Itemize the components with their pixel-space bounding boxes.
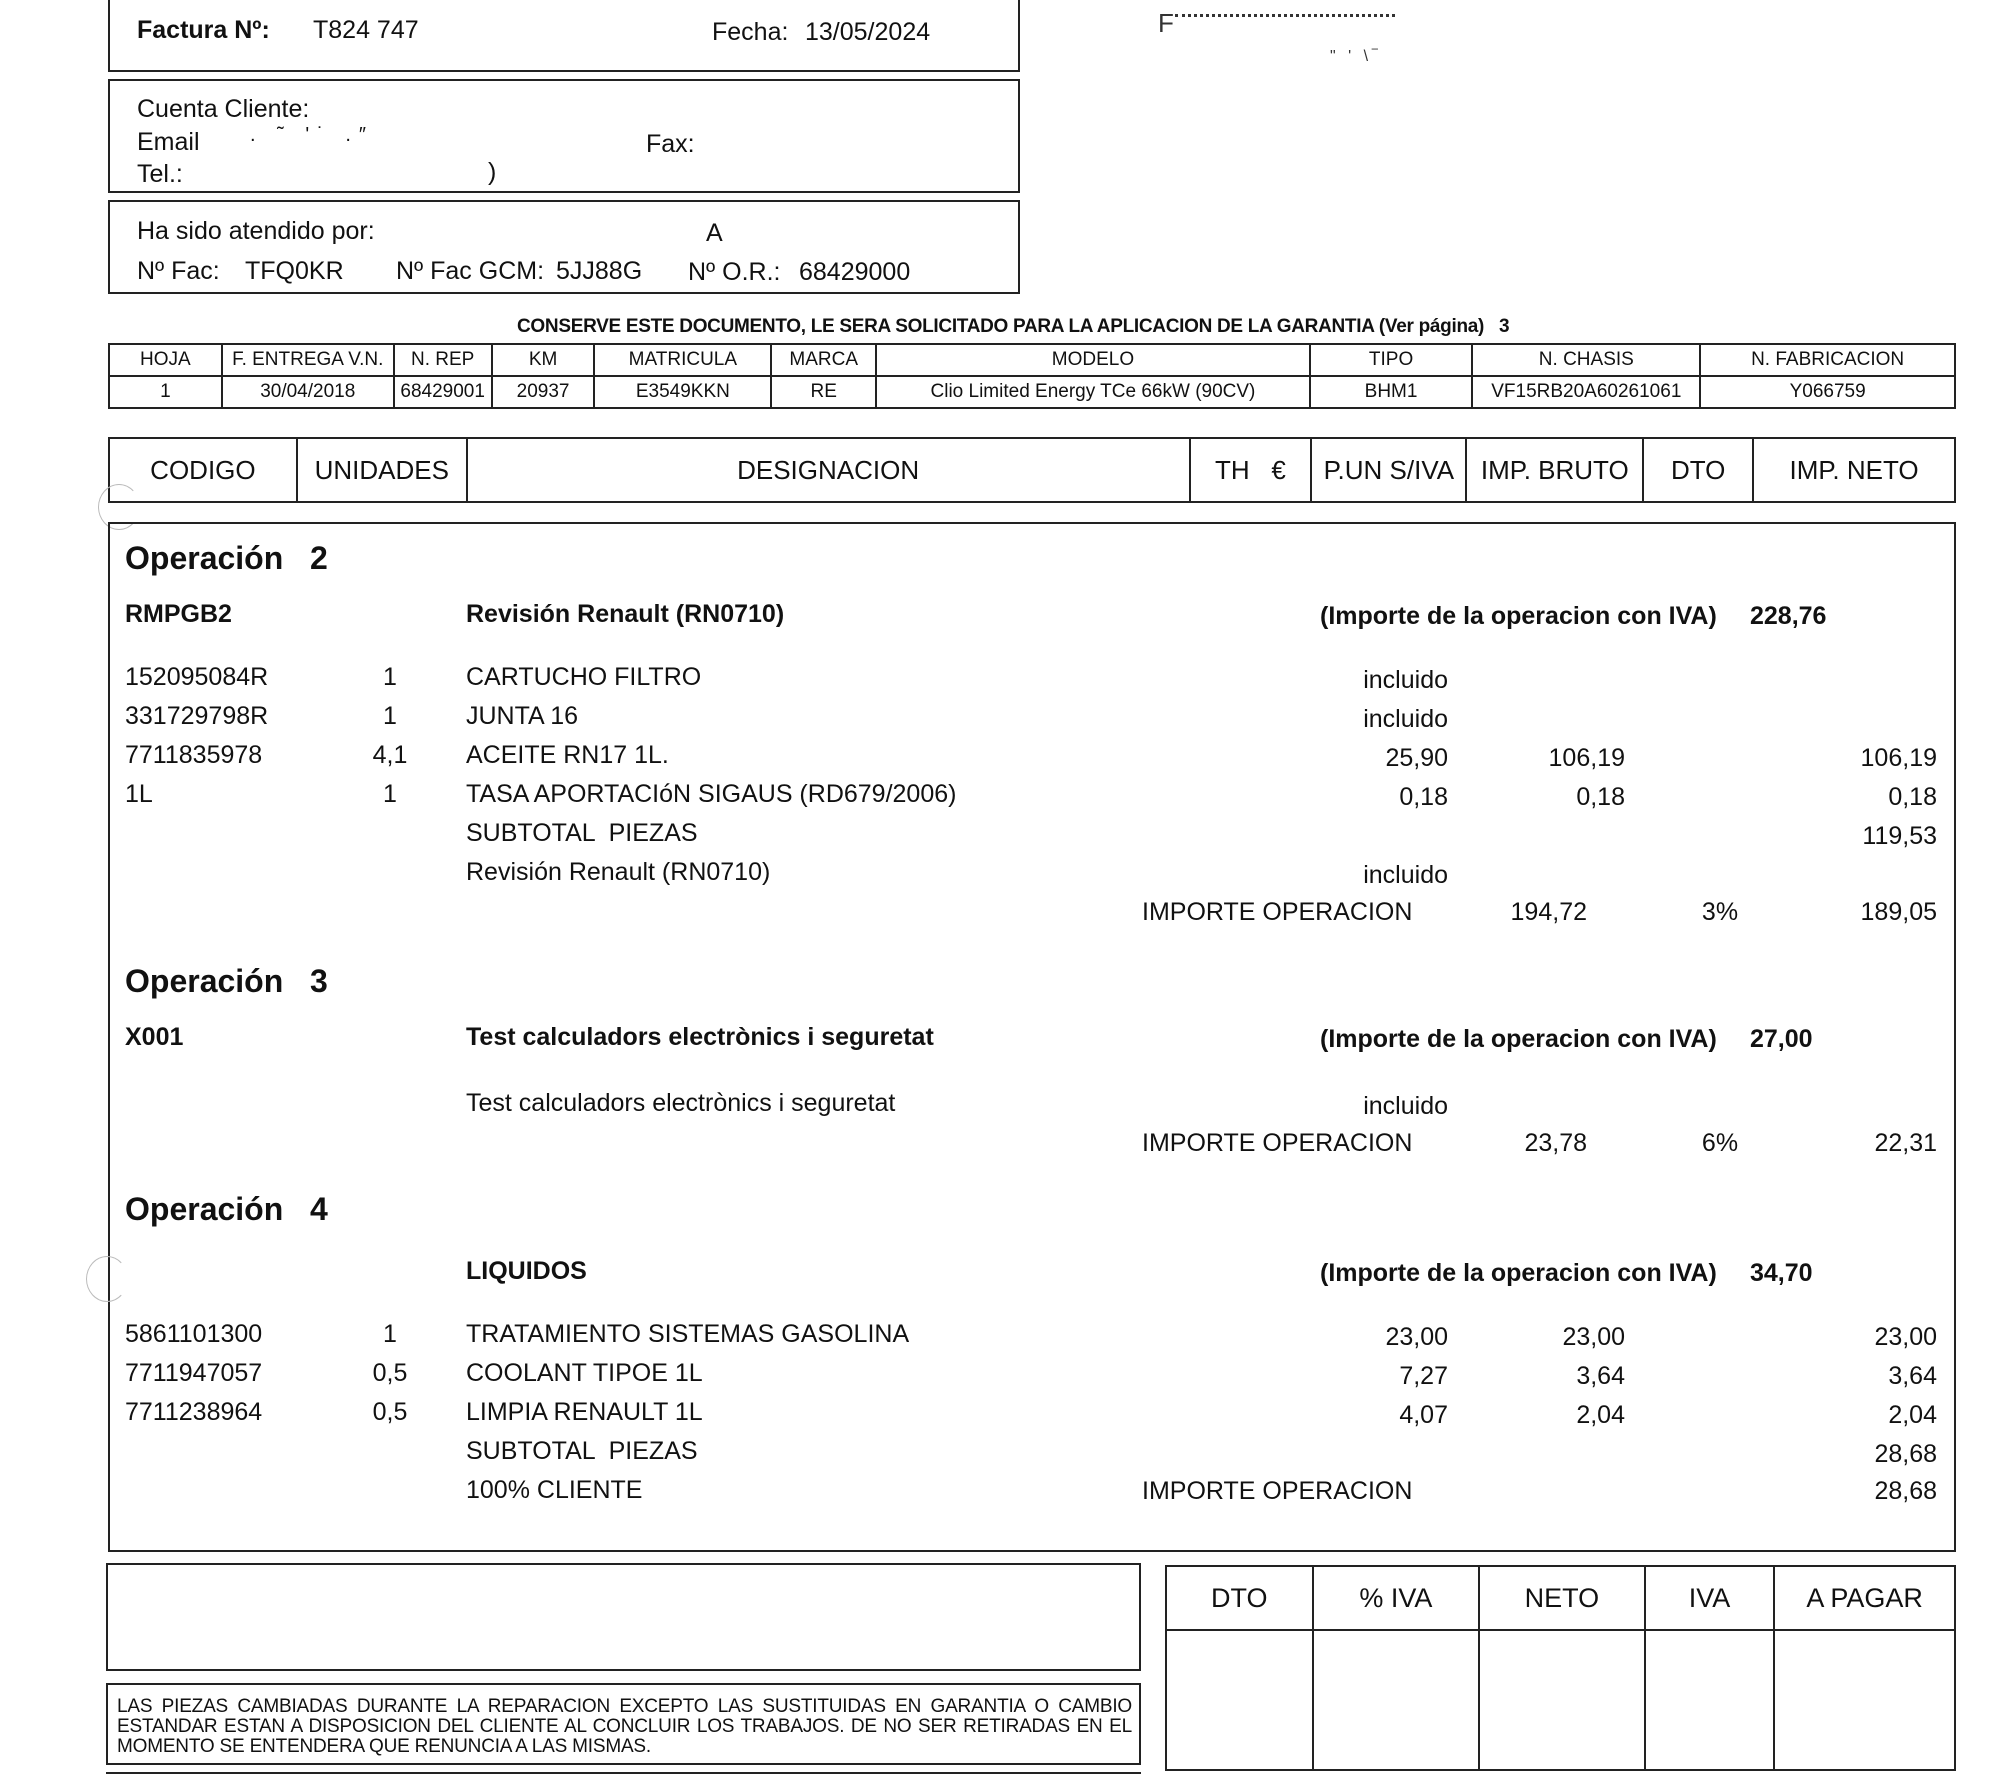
column-dto: DTO bbox=[1643, 438, 1753, 502]
vehicle-header-cell: N. CHASIS bbox=[1472, 344, 1700, 376]
line-net-amount: 3,64 bbox=[1888, 1362, 1937, 1390]
operation-title: Operación 3 bbox=[125, 963, 328, 999]
parts-notice: LAS PIEZAS CAMBIADAS DURANTE LA REPARACION EXCEPTO LAS SUSTITUIDAS EN GARANTIA O CAMBIO ESTANDAR ESTAN A DISPOSICION DEL CLIENTE AL CONCLUIR LOS TRABAJOS. DE NO SER RETIRADAS EN EL MOMENTO SE ENTENDERA QUE RENUNCIA A LAS MISMAS. bbox=[117, 1696, 1132, 1757]
line-unit-price: 4,07 bbox=[1399, 1401, 1448, 1429]
operation-name: Revisión Renault (RN0710) bbox=[466, 600, 785, 628]
vehicle-value-cell: 30/04/2018 bbox=[222, 376, 394, 408]
line-gross-amount: 23,00 bbox=[1562, 1323, 1625, 1351]
operation-code: X001 bbox=[125, 1023, 184, 1051]
operation-iva-label: (Importe de la operacion con IVA) bbox=[1320, 1025, 1717, 1053]
line-code: 5861101300 bbox=[125, 1320, 263, 1348]
totals-header-neto: NETO bbox=[1479, 1566, 1645, 1630]
line-code: 7711238964 bbox=[125, 1398, 263, 1426]
line-code: 7711947057 bbox=[125, 1359, 263, 1387]
column-unidades: UNIDADES bbox=[297, 438, 467, 502]
line-net-amount: 0,18 bbox=[1888, 783, 1937, 811]
operation-importe-bruto: 194,72 bbox=[1510, 898, 1587, 926]
line-units: 0,5 bbox=[372, 1359, 408, 1387]
redacted-company-name: F bbox=[1158, 8, 1178, 38]
line-gross-amount: 2,04 bbox=[1576, 1401, 1625, 1429]
totals-value-dto bbox=[1166, 1630, 1313, 1770]
line-unit-price: 23,00 bbox=[1385, 1323, 1448, 1351]
line-units: 1 bbox=[383, 702, 397, 730]
vehicle-value-row bbox=[109, 376, 1955, 408]
operation-iva-total: 27,00 bbox=[1750, 1025, 1813, 1053]
operation-importe-label: IMPORTE OPERACION bbox=[1142, 898, 1413, 926]
hole-punch-mark bbox=[86, 1256, 128, 1302]
totals-header-iva-pct: % IVA bbox=[1313, 1566, 1480, 1630]
operation-name: LIQUIDOS bbox=[466, 1257, 587, 1285]
column-designacion: DESIGNACION bbox=[467, 438, 1190, 502]
line-gross-amount: 3,64 bbox=[1576, 1362, 1625, 1390]
line-description: COOLANT TIPOE 1L bbox=[466, 1359, 703, 1387]
operation-importe-neto: 22,31 bbox=[1874, 1129, 1937, 1157]
observations-box bbox=[106, 1563, 1141, 1671]
client-email-label: Email bbox=[137, 128, 200, 156]
operation-iva-label: (Importe de la operacion con IVA) bbox=[1320, 602, 1717, 630]
vehicle-info-table bbox=[108, 343, 1956, 409]
column-th-euro bbox=[1190, 438, 1312, 502]
line-description: SUBTOTAL PIEZAS bbox=[466, 819, 698, 847]
totals-header-a-pagar: A PAGAR bbox=[1774, 1566, 1955, 1630]
vehicle-header-cell: MARCA bbox=[771, 344, 876, 376]
line-description: ACEITE RN17 1L. bbox=[466, 741, 669, 769]
vehicle-header-cell: F. ENTREGA V.N. bbox=[222, 344, 394, 376]
totals-header-iva: IVA bbox=[1645, 1566, 1775, 1630]
client-account-label: Cuenta Cliente: bbox=[137, 95, 310, 123]
vehicle-header-cell: N. REP bbox=[394, 344, 492, 376]
line-description: TRATAMIENTO SISTEMAS GASOLINA bbox=[466, 1320, 910, 1348]
client-tel-label: Tel.: bbox=[137, 160, 183, 188]
line-net-amount: 2,04 bbox=[1888, 1401, 1937, 1429]
line-net-amount: 119,53 bbox=[1862, 822, 1937, 850]
invoice-number-label: Factura Nº: bbox=[137, 16, 270, 44]
line-units: 1 bbox=[383, 663, 397, 691]
fac-label: Nº Fac: bbox=[137, 257, 220, 285]
line-code: 331729798R bbox=[125, 702, 269, 730]
operation-code: RMPGB2 bbox=[125, 600, 232, 628]
operation-iva-total: 228,76 bbox=[1750, 602, 1827, 630]
vehicle-header-cell: TIPO bbox=[1310, 344, 1473, 376]
operation-importe-neto: 189,05 bbox=[1860, 898, 1937, 926]
column-codigo: CODIGO bbox=[109, 438, 297, 502]
vehicle-header-cell: N. FABRICACION bbox=[1700, 344, 1955, 376]
line-description: TASA APORTACIóN SIGAUS (RD679/2006) bbox=[466, 780, 957, 808]
vehicle-value-cell: VF15RB20A60261061 bbox=[1472, 376, 1700, 408]
column-pun-siva: P.UN S/IVA bbox=[1311, 438, 1466, 502]
client-tel-value: ) bbox=[488, 158, 497, 186]
column-imp-neto: IMP. NETO bbox=[1753, 438, 1955, 502]
line-description: SUBTOTAL PIEZAS bbox=[466, 1437, 698, 1465]
fac-value: TFQ0KR bbox=[245, 257, 344, 285]
operation-title: Operación 4 bbox=[125, 1191, 328, 1227]
operation-importe-label: IMPORTE OPERACION bbox=[1142, 1477, 1413, 1505]
line-units: 4,1 bbox=[372, 741, 408, 769]
line-unit-price: incluido bbox=[1363, 1092, 1448, 1120]
or-value: 68429000 bbox=[799, 258, 911, 286]
totals-value-iva bbox=[1645, 1630, 1775, 1770]
line-description: Test calculadors electrònics i seguretat bbox=[466, 1089, 896, 1117]
euro-icon: € bbox=[1271, 454, 1286, 485]
fac-gcm-label: Nº Fac GCM: bbox=[396, 257, 545, 285]
vehicle-value-cell: 20937 bbox=[492, 376, 595, 408]
vehicle-value-cell: Y066759 bbox=[1700, 376, 1955, 408]
totals-header-dto: DTO bbox=[1166, 1566, 1313, 1630]
column-imp-bruto: IMP. BRUTO bbox=[1466, 438, 1643, 502]
attended-by-label: Ha sido atendido por: bbox=[137, 217, 375, 245]
operation-importe-label: IMPORTE OPERACION bbox=[1142, 1129, 1413, 1157]
line-code: 7711835978 bbox=[125, 741, 263, 769]
vehicle-header-cell: MATRICULA bbox=[594, 344, 771, 376]
attended-by-value: A bbox=[706, 219, 723, 247]
or-label: Nº O.R.: bbox=[688, 258, 781, 286]
line-net-amount: 23,00 bbox=[1874, 1323, 1937, 1351]
line-units: 1 bbox=[383, 780, 397, 808]
line-code: 152095084R bbox=[125, 663, 269, 691]
column-th: TH bbox=[1215, 454, 1250, 485]
line-unit-price: incluido bbox=[1363, 861, 1448, 889]
line-description: JUNTA 16 bbox=[466, 702, 579, 730]
vehicle-value-cell: E3549KKN bbox=[594, 376, 771, 408]
line-description: CARTUCHO FILTRO bbox=[466, 663, 702, 691]
items-column-header bbox=[108, 437, 1956, 503]
line-unit-price: incluido bbox=[1363, 705, 1448, 733]
invoice-date: 13/05/2024 bbox=[805, 18, 931, 46]
line-gross-amount: 0,18 bbox=[1576, 783, 1625, 811]
operation-importe-desc: 100% CLIENTE bbox=[466, 1476, 643, 1504]
totals-value-neto bbox=[1479, 1630, 1645, 1770]
operation-importe-dto: 6% bbox=[1701, 1129, 1739, 1157]
line-description: LIMPIA RENAULT 1L bbox=[466, 1398, 703, 1426]
warranty-notice: CONSERVE ESTE DOCUMENTO, LE SERA SOLICITADO PARA LA APLICACION DE LA GARANTIA (Ver página) 3 bbox=[517, 316, 1510, 337]
line-code: 1L bbox=[125, 780, 153, 808]
line-units: 0,5 bbox=[372, 1398, 408, 1426]
line-net-amount: 106,19 bbox=[1860, 744, 1937, 772]
line-unit-price: 0,18 bbox=[1399, 783, 1448, 811]
totals-table bbox=[1165, 1565, 1956, 1771]
operation-importe-neto: 28,68 bbox=[1874, 1477, 1937, 1505]
vehicle-value-cell: RE bbox=[771, 376, 876, 408]
vehicle-header-row bbox=[109, 344, 1955, 376]
line-net-amount: 28,68 bbox=[1874, 1440, 1937, 1468]
line-unit-price: 25,90 bbox=[1385, 744, 1448, 772]
line-gross-amount: 106,19 bbox=[1548, 744, 1625, 772]
client-email-value: . ˜ '˙ .″ bbox=[250, 124, 375, 146]
date-label: Fecha: bbox=[712, 18, 789, 46]
operation-importe-dto: 3% bbox=[1701, 898, 1739, 926]
vehicle-value-cell: 68429001 bbox=[394, 376, 492, 408]
vehicle-header-cell: HOJA bbox=[109, 344, 222, 376]
redacted-company-address: " ' \‾ bbox=[1330, 48, 1382, 65]
operation-name: Test calculadors electrònics i seguretat bbox=[466, 1023, 934, 1051]
operation-iva-label: (Importe de la operacion con IVA) bbox=[1320, 1259, 1717, 1287]
line-description: Revisión Renault (RN0710) bbox=[466, 858, 771, 886]
operation-title: Operación 2 bbox=[125, 540, 328, 576]
operation-iva-total: 34,70 bbox=[1750, 1259, 1813, 1287]
totals-value-a-pagar bbox=[1774, 1630, 1955, 1770]
vehicle-header-cell: KM bbox=[492, 344, 595, 376]
vehicle-value-cell: BHM1 bbox=[1310, 376, 1473, 408]
invoice-number: T824 747 bbox=[313, 16, 419, 44]
redacted-company-line bbox=[1175, 14, 1395, 20]
line-unit-price: 7,27 bbox=[1399, 1362, 1448, 1390]
vehicle-header-cell: MODELO bbox=[876, 344, 1310, 376]
fac-gcm-value: 5JJ88G bbox=[556, 257, 643, 285]
totals-value-iva-pct bbox=[1313, 1630, 1480, 1770]
vehicle-value-cell: Clio Limited Energy TCe 66kW (90CV) bbox=[876, 376, 1310, 408]
vehicle-value-cell: 1 bbox=[109, 376, 222, 408]
line-units: 1 bbox=[383, 1320, 397, 1348]
client-fax-label: Fax: bbox=[646, 130, 695, 158]
line-unit-price: incluido bbox=[1363, 666, 1448, 694]
operation-importe-bruto: 23,78 bbox=[1524, 1129, 1587, 1157]
